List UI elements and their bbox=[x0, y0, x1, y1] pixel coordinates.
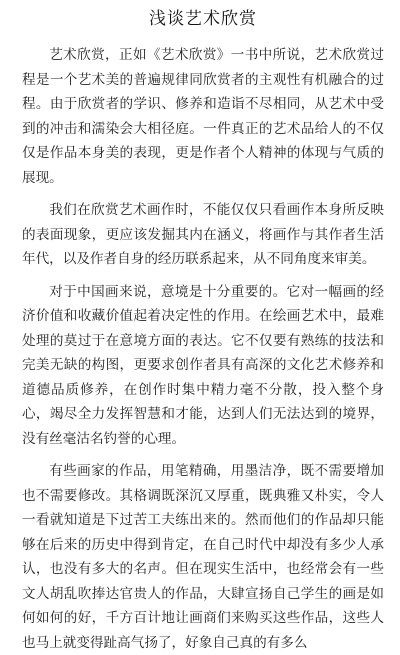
paragraph-3: 对于中国画来说，意境是十分重要的。它对一幅画的经济价值和收藏价值起着决定性的作用。在绘画艺术中，最难处理的莫过于在意境方面的表达。它不仅要有熟练的技法和完美无缺的构图，更要求创作者具有高深的文化艺术修养和道德品质修养，在创作时集中精力毫不分散，投入整个身心，竭尽全力发挥智慧和才能，达到人们无法达到的境界，没有丝毫沽名钓誉的心理。 bbox=[22, 283, 384, 447]
document-body bbox=[22, 43, 384, 655]
paragraph-1: 艺术欣赏，正如《艺术欣赏》一书中所说，艺术欣赏过程是一个艺术美的普遍规律同欣赏者的主观性有机融合的过程。由于欣赏者的学识、修养和造诣不尽相同，从艺术中受到的冲击和濡染会大相径庭。一件真正的艺术品给人的不仅仅是作品本身美的表现，更是作者个人精神的体现与气质的展现。 bbox=[22, 47, 384, 186]
document-title: 浅谈艺术欣赏 bbox=[149, 9, 257, 29]
paragraph-4: 有些画家的作品，用笔精确，用墨洁净，既不需要增加也不需要修改。其格调既深沉又厚重，既典雅又朴实，令人一看就知道是下过苦工夫练出来的。然而他们的作品却只能够在后来的历史中得到肯定，在自己时代中却没有多少人承认，也没有多大的名声。但在现实生活中，也经常会有一些文人胡乱吹捧达官贵人的作品，大肆宣扬自己学生的画是如何如何的好，千方百计地让画商们来购买这些作品，这些人也马上就变得趾高气扬了，好象自己真的有多么 bbox=[22, 463, 384, 651]
paragraph-2: 我们在欣赏艺术画作时，不能仅仅只看画作本身所反映的表面现象，更应该发掘其内在涵义，将画作与其作者生活年代，以及作者自身的经历联系起来，从不同角度来审美。 bbox=[22, 202, 384, 267]
